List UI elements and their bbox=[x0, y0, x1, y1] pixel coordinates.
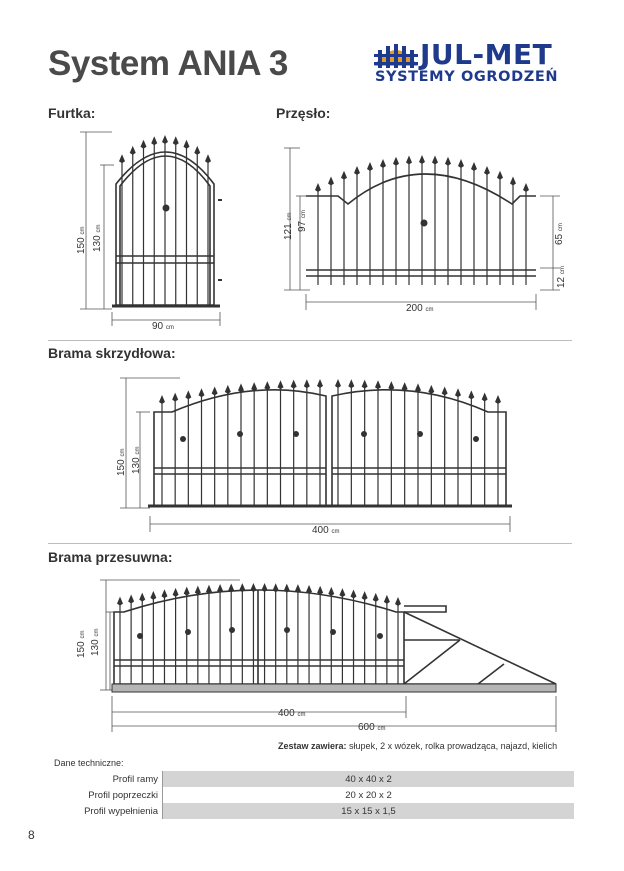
kit-contents: Zestaw zawiera: słupek, 2 x wózek, rolka prowadząca, najazd, kielich bbox=[278, 741, 558, 751]
logo-tagline: SYSTEMY OGRODZEŃ bbox=[375, 69, 559, 85]
section-title-brama-skrzydlowa: Brama skrzydłowa: bbox=[48, 345, 176, 361]
dim-skrzydlowa-height-frame: 130 cm bbox=[131, 446, 142, 474]
dim-przesuwna-height-total: 150 cm bbox=[76, 630, 87, 658]
dim-przesuwna-width-total: 600 cm bbox=[358, 722, 386, 733]
dim-furtka-width: 90 cm bbox=[152, 321, 174, 332]
spec-label: Profil wypełnienia bbox=[50, 803, 163, 819]
dim-skrzydlowa-width: 400 cm bbox=[312, 525, 340, 536]
table-row bbox=[50, 803, 574, 819]
dim-przeslo-height-upper: 65 cm bbox=[554, 223, 565, 245]
spec-label: Profil ramy bbox=[50, 771, 163, 787]
page-number: 8 bbox=[28, 828, 35, 842]
logo-brand: JUL-MET bbox=[420, 38, 553, 71]
dim-furtka-height-frame: 130 cm bbox=[92, 224, 103, 252]
spec-value: 40 x 40 x 2 bbox=[163, 771, 575, 787]
dim-przeslo-height-lower: 12 cm bbox=[556, 266, 567, 288]
table-row bbox=[50, 771, 574, 787]
spec-value: 15 x 15 x 1,5 bbox=[163, 803, 575, 819]
page-title: System ANIA 3 bbox=[48, 44, 288, 83]
dim-przeslo-width: 200 cm bbox=[406, 303, 434, 314]
dim-skrzydlowa-height-total: 150 cm bbox=[116, 448, 127, 476]
section-title-furtka: Furtka: bbox=[48, 105, 96, 121]
table-row bbox=[50, 787, 574, 803]
section-title-przeslo: Przęsło: bbox=[276, 105, 331, 121]
dim-furtka-height-total: 150 cm bbox=[76, 226, 87, 254]
dim-przeslo-height-total: 121 cm bbox=[283, 212, 294, 240]
specs-heading: Dane techniczne: bbox=[54, 758, 124, 768]
spec-value: 20 x 20 x 2 bbox=[345, 789, 392, 801]
dim-przesuwna-width-gate: 400 cm bbox=[278, 708, 306, 719]
dim-przesuwna-height-frame: 130 cm bbox=[90, 628, 101, 656]
specs-table bbox=[50, 771, 574, 819]
dim-przeslo-height-frame: 97 cm bbox=[297, 210, 308, 232]
section-title-brama-przesuwna: Brama przesuwna: bbox=[48, 549, 173, 565]
spec-label: Profil poprzeczki bbox=[50, 787, 163, 803]
